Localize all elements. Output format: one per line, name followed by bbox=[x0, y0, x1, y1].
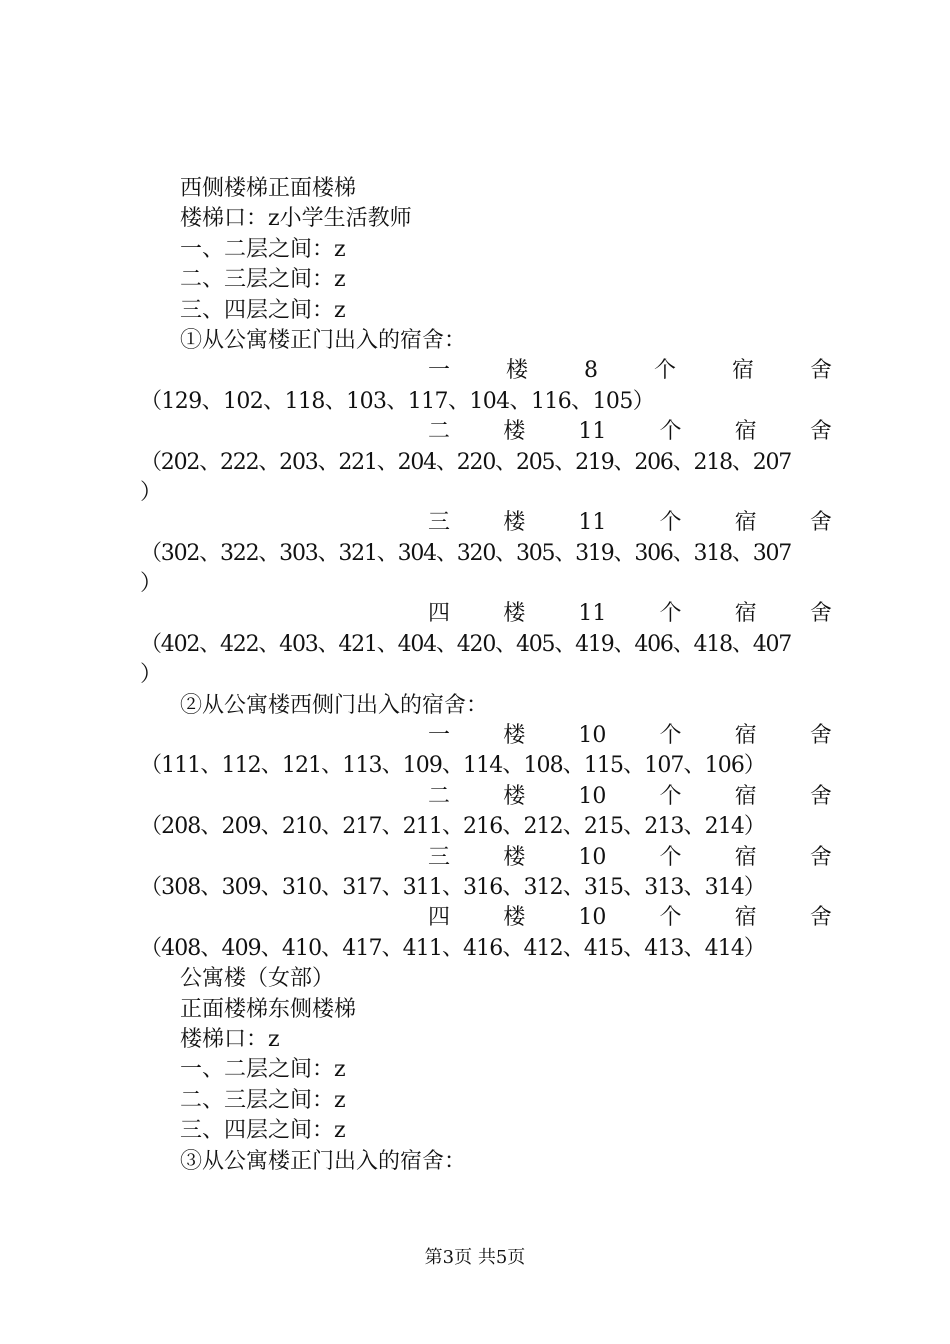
front-gate-floor-3-close: ） bbox=[140, 571, 163, 597]
front-gate-floor-4-close: ） bbox=[140, 662, 163, 688]
west-gate-floor-1-header: 一 楼 10 个 宿 舍 bbox=[428, 723, 832, 749]
girls-floor-3-4-line: 三、四层之间：z bbox=[180, 1118, 346, 1144]
floor-1-2-line: 一、二层之间：z bbox=[180, 236, 346, 262]
west-gate-floor-3-list: （308、309、310、317、311、316、312、315、313、314） bbox=[140, 874, 766, 900]
document-body bbox=[140, 174, 832, 1177]
section-title-east-stairs: 正面楼梯东侧楼梯 bbox=[180, 996, 357, 1022]
girls-floor-1-2-line: 一、二层之间：z bbox=[180, 1057, 346, 1083]
front-gate-floor-3-header: 三 楼 11 个 宿 舍 bbox=[428, 510, 832, 536]
front-gate-floor-2-close: ） bbox=[140, 479, 163, 505]
girls-floor-2-3-line: 二、三层之间：z bbox=[180, 1087, 346, 1113]
front-gate-floor-4-list: （402、422、403、421、404、420、405、419、406、418、407 bbox=[140, 631, 792, 657]
west-gate-floor-2-list: （208、209、210、217、211、216、212、215、213、214） bbox=[140, 814, 766, 840]
west-gate-heading: ②从公寓楼西侧门出入的宿舍： bbox=[180, 692, 489, 718]
front-gate-heading: ①从公寓楼正门出入的宿舍： bbox=[180, 327, 467, 353]
west-gate-floor-1-list: （111、112、121、113、109、114、108、115、107、106） bbox=[140, 753, 766, 779]
section-title-west-stairs: 西侧楼梯正面楼梯 bbox=[180, 176, 357, 201]
front-gate-floor-1-list: （129、102、118、103、117、104、116、105） bbox=[140, 388, 655, 414]
west-gate-floor-2-header: 二 楼 10 个 宿 舍 bbox=[428, 783, 832, 809]
west-gate-floor-4-list: （408、409、410、417、411、416、412、415、413、414） bbox=[140, 935, 766, 961]
west-gate-floor-4-header: 四 楼 10 个 宿 舍 bbox=[428, 905, 832, 931]
page-footer: 第3页 共5页 bbox=[424, 1247, 526, 1268]
girls-front-gate-heading: ③从公寓楼正门出入的宿舍： bbox=[180, 1148, 467, 1174]
stair-entrance-line: 楼梯口：z小学生活教师 bbox=[180, 206, 412, 232]
girls-dorm-title: 公寓楼（女部） bbox=[180, 966, 335, 992]
west-gate-floor-3-header: 三 楼 10 个 宿 舍 bbox=[428, 844, 832, 870]
front-gate-floor-4-header: 四 楼 11 个 宿 舍 bbox=[428, 601, 832, 627]
girls-stair-entrance-line: 楼梯口：z bbox=[180, 1026, 280, 1052]
front-gate-floor-2-list: （202、222、203、221、204、220、205、219、206、218、207 bbox=[140, 449, 792, 475]
front-gate-floor-1-header: 一 楼 8 个 宿 舍 bbox=[428, 358, 832, 384]
front-gate-floor-2-header: 二 楼 11 个 宿 舍 bbox=[428, 419, 832, 445]
front-gate-floor-3-list: （302、322、303、321、304、320、305、319、306、318、307 bbox=[140, 540, 792, 566]
floor-2-3-line: 二、三层之间：z bbox=[180, 267, 346, 293]
floor-3-4-line: 三、四层之间：z bbox=[180, 297, 346, 323]
